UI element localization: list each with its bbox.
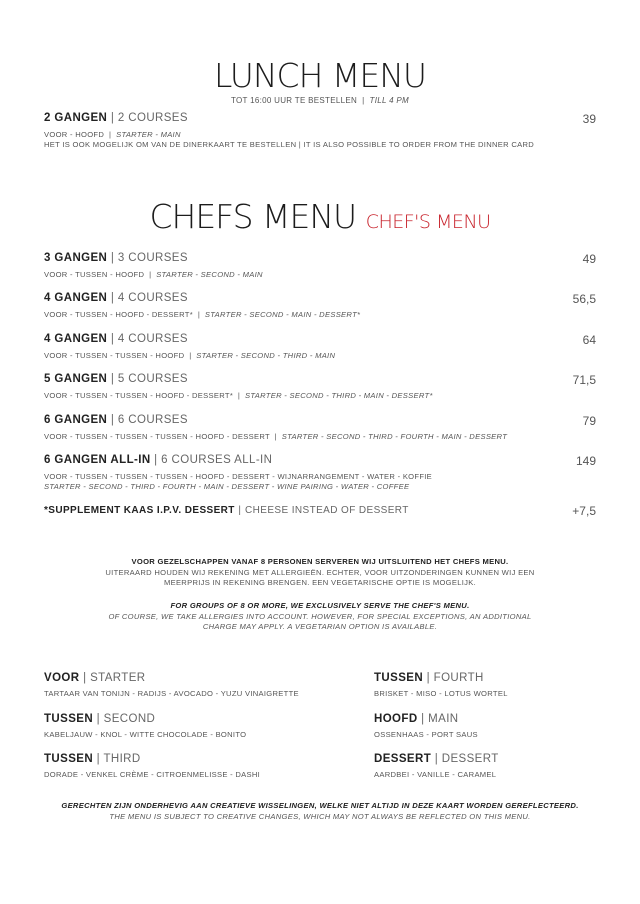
item-title-nl: 6 GANGEN: [44, 414, 108, 426]
course-title-en: FOURTH: [433, 672, 484, 684]
item-desc-en: STARTER - SECOND - THIRD - MAIN: [196, 351, 336, 360]
lunch-subtitle-sep: |: [362, 96, 365, 105]
lunch-menu-subtitle: [0, 96, 640, 105]
course-title-nl: TUSSEN: [374, 672, 424, 684]
course-title-en: MAIN: [428, 713, 459, 725]
item-desc-sep: |: [149, 270, 152, 279]
item-title-sep: |: [110, 333, 115, 345]
notice-nl-line3: MEERPRIJS IN REKENING BRENGEN. EEN VEGETARISCHE OPTIE IS MOGELIJK.: [163, 578, 477, 587]
course-title-en: SECOND: [103, 713, 156, 725]
notice-en-line3: CHARGE MAY APPLY. A VEGETARIAN OPTION IS AVAILABLE.: [202, 622, 438, 631]
group-notice-nl: [80, 557, 560, 589]
item-price: 56,5: [572, 292, 596, 306]
notice-en-line2: OF COURSE, WE TAKE ALLERGIES INTO ACCOUNT. HOWEVER, FOR SPECIAL EXCEPTIONS, AN ADDITIONAL: [108, 611, 532, 621]
item-price: 79: [582, 414, 596, 428]
course-item: [44, 713, 344, 740]
item-desc-nl: VOOR - TUSSEN - TUSSEN - HOOFD - DESSERT*: [44, 391, 234, 400]
chefs-menu-title: [0, 197, 640, 236]
item-desc-en: STARTER - SECOND - THIRD - FOURTH - MAIN - DESSERT: [281, 432, 508, 441]
item-title-nl: 3 GANGEN: [44, 252, 108, 264]
chefs-item: [44, 292, 596, 320]
chefs-item: [44, 373, 596, 401]
footer-note-nl: GERECHTEN ZIJN ONDERHEVIG AAN CREATIEVE WISSELINGEN, WELKE NIET ALTIJD IN DEZE KAART WORDEN GEREFLECTEERD.: [61, 801, 579, 810]
item-desc-nl: VOOR - TUSSEN - TUSSEN - TUSSEN - HOOFD - DESSERT - WIJNARRANGEMENT - WATER - KOFFIE: [44, 472, 433, 481]
item-title-nl: 4 GANGEN: [44, 333, 108, 345]
item-desc-en: STARTER - SECOND - THIRD - MAIN - DESSERT*: [245, 391, 433, 400]
chefs-allin-item: [44, 454, 596, 492]
item-title-en: 4 COURSES: [117, 333, 188, 345]
item-desc-sep: |: [274, 432, 277, 441]
item-desc-sep: |: [189, 351, 192, 360]
course-sep: |: [421, 713, 425, 725]
lunch-item-heading: [44, 112, 596, 124]
course-sep: |: [96, 753, 101, 765]
chefs-item: [44, 414, 596, 442]
footer-note: [0, 800, 640, 822]
course-description: DORADE - VENKEL CRÈME - CITROENMELISSE - DASHI: [44, 770, 261, 779]
item-desc-nl: VOOR - HOOFD: [44, 130, 105, 139]
item-desc-nl: VOOR - TUSSEN - TUSSEN - HOOFD: [44, 351, 185, 360]
course-item: [374, 753, 614, 780]
item-title-en: 3 COURSES: [117, 252, 188, 264]
item-title-nl: 2 GANGEN: [44, 112, 108, 124]
item-desc-en: STARTER - MAIN: [116, 130, 181, 139]
lunch-subtitle-en: TILL 4 PM: [369, 96, 410, 105]
chefs-item: [44, 252, 596, 280]
course-item: [374, 713, 614, 740]
notice-nl-line1: VOOR GEZELSCHAPPEN VANAF 8 PERSONEN SERVEREN WIJ UITSLUITEND HET CHEFS MENU.: [131, 557, 509, 566]
course-description: OSSENHAAS - PORT SAUS: [374, 730, 478, 739]
item-title-en: 4 COURSES: [117, 292, 188, 304]
item-title-sep: |: [110, 373, 115, 385]
item-desc-sep: |: [237, 391, 241, 400]
course-title-nl: HOOFD: [374, 713, 418, 725]
supplement-sep: |: [238, 505, 242, 516]
item-desc-en: STARTER - SECOND - THIRD - FOURTH - MAIN - DESSERT - WINE PAIRING - WATER - COFFEE: [44, 482, 410, 491]
lunch-menu-title: LUNCH MENU: [213, 56, 427, 95]
course-item: [44, 753, 344, 780]
notice-en-line1: FOR GROUPS OF 8 OR MORE, WE EXCLUSIVELY SERVE THE CHEF'S MENU.: [170, 601, 470, 610]
item-title-nl: 5 GANGEN: [44, 373, 108, 385]
item-title-en: 6 COURSES ALL-IN: [161, 454, 273, 466]
item-desc-nl: VOOR - TUSSEN - TUSSEN - TUSSEN - HOOFD - DESSERT: [44, 432, 270, 441]
course-sep: |: [83, 672, 87, 684]
item-title-nl: 6 GANGEN ALL-IN: [44, 454, 151, 466]
course-item: [374, 672, 614, 699]
course-sep: |: [426, 672, 431, 684]
item-title-en: 5 COURSES: [117, 373, 188, 385]
chefs-item: [44, 333, 596, 361]
course-description: KABELJAUW - KNOL - WITTE CHOCOLADE - BONITO: [44, 730, 247, 739]
item-price: 149: [575, 454, 596, 468]
item-price: 71,5: [572, 373, 596, 387]
course-title-en: DESSERT: [441, 753, 499, 765]
course-sep: |: [434, 753, 439, 765]
course-description: BRISKET - MISO - LOTUS WORTEL: [374, 689, 508, 698]
course-title-en: THIRD: [103, 753, 141, 765]
item-desc-sep: |: [197, 310, 201, 319]
item-desc-en: STARTER - SECOND - MAIN - DESSERT*: [204, 310, 361, 319]
course-sep: |: [96, 713, 101, 725]
item-title-sep: |: [110, 292, 115, 304]
footer-note-en: THE MENU IS SUBJECT TO CREATIVE CHANGES, WHICH MAY NOT ALWAYS BE REFLECTED ON THIS MENU.: [109, 812, 531, 821]
item-price: 64: [582, 333, 596, 347]
item-title-sep: |: [154, 454, 158, 466]
course-title-nl: TUSSEN: [44, 753, 94, 765]
course-description: AARDBEI - VANILLE - CARAMEL: [374, 770, 497, 779]
item-price: 49: [582, 252, 596, 266]
supplement-item: [44, 504, 596, 516]
notice-nl-line2: UITERAARD HOUDEN WIJ REKENING MET ALLERGIEËN. ECHTER, VOOR UITZONDERINGEN KUNNEN WIJ EEN: [105, 567, 535, 577]
lunch-item-note: HET IS OOK MOGELIJK OM VAN DE DINERKAART TE BESTELLEN | IT IS ALSO POSSIBLE TO ORDER FROM THE DINNER CARD: [44, 140, 535, 149]
chefs-title-red: CHEF'S MENU: [365, 211, 491, 233]
item-title-sep: |: [110, 414, 115, 426]
item-desc-nl: VOOR - TUSSEN - HOOFD: [44, 270, 145, 279]
chefs-title-main: CHEFS MENU: [149, 197, 357, 236]
supplement-title-en: CHEESE INSTEAD OF DESSERT: [245, 505, 409, 516]
item-desc-en: STARTER - SECOND - MAIN: [156, 270, 263, 279]
item-title-sep: |: [110, 252, 115, 264]
lunch-item: [44, 112, 596, 150]
course-title-en: STARTER: [90, 672, 146, 684]
supplement-price: +7,5: [572, 504, 596, 518]
item-title-en: 6 COURSES: [117, 414, 188, 426]
supplement-title-nl: *SUPPLEMENT KAAS I.P.V. DESSERT: [44, 505, 235, 516]
lunch-subtitle-nl: TOT 16:00 UUR TE BESTELLEN: [230, 96, 358, 105]
item-title-en: 2 COURSES: [117, 112, 188, 124]
lunch-item-description: [44, 130, 596, 150]
group-notice-en: [80, 601, 560, 633]
course-title-nl: TUSSEN: [44, 713, 94, 725]
item-price: 39: [582, 112, 596, 126]
item-desc-nl: VOOR - TUSSEN - HOOFD - DESSERT*: [44, 310, 193, 319]
course-title-nl: DESSERT: [374, 753, 432, 765]
item-title-sep: |: [110, 112, 115, 124]
course-title-nl: VOOR: [44, 672, 80, 684]
course-description: TARTAAR VAN TONIJN - RADIJS - AVOCADO - YUZU VINAIGRETTE: [44, 689, 299, 698]
course-item: [44, 672, 344, 699]
item-title-nl: 4 GANGEN: [44, 292, 108, 304]
item-desc-sep: |: [108, 130, 112, 139]
